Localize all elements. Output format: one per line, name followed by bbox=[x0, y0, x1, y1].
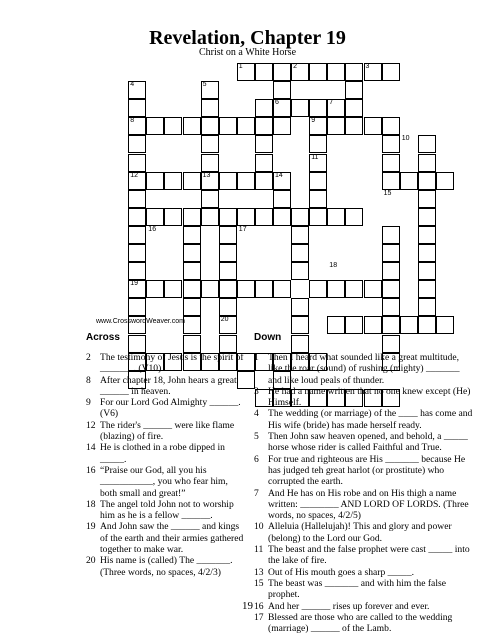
puzzle-subtitle: Christ on a White Horse bbox=[198, 47, 297, 58]
grid-cell[interactable] bbox=[128, 99, 146, 117]
grid-number: 10 bbox=[401, 135, 410, 143]
grid-cell[interactable] bbox=[382, 63, 400, 81]
grid-cell[interactable] bbox=[418, 226, 436, 244]
grid-cell[interactable] bbox=[291, 226, 309, 244]
grid-cell[interactable] bbox=[418, 280, 436, 298]
grid-cell[interactable] bbox=[309, 99, 327, 117]
clue-text: Alleluia (Hallelujah)! This and glory and power (belong) to the Lord our God. bbox=[268, 521, 452, 544]
across-heading: Across bbox=[86, 332, 120, 343]
clue-number: 5 bbox=[254, 431, 259, 443]
down-clue bbox=[254, 408, 474, 431]
grid-number: 20 bbox=[220, 316, 229, 324]
down-clue bbox=[254, 352, 474, 386]
across-clue bbox=[86, 420, 246, 443]
grid-cell[interactable] bbox=[128, 226, 146, 244]
grid-cell[interactable] bbox=[418, 262, 436, 280]
clue-text: Out of His mouth goes a sharp _____. bbox=[268, 566, 415, 578]
clue-text: The angel told John not to worship him as he is a fellow ______. bbox=[100, 498, 234, 522]
grid-number: 15 bbox=[383, 189, 392, 197]
clue-number: 1 bbox=[254, 352, 259, 363]
clue-number: 8 bbox=[86, 374, 91, 386]
grid-cell[interactable] bbox=[364, 280, 382, 298]
clue-number: 11 bbox=[254, 544, 264, 556]
grid-cell[interactable] bbox=[255, 63, 273, 81]
grid-cell[interactable] bbox=[345, 117, 363, 135]
grid-cell[interactable] bbox=[219, 244, 237, 262]
grid-cell[interactable] bbox=[201, 190, 219, 208]
grid-number: 17 bbox=[238, 225, 247, 233]
grid-cell[interactable] bbox=[183, 262, 201, 280]
grid-cell[interactable] bbox=[237, 208, 255, 226]
grid-cell[interactable] bbox=[273, 117, 291, 135]
grid-cell[interactable] bbox=[327, 117, 345, 135]
grid-cell[interactable] bbox=[219, 208, 237, 226]
grid-cell[interactable] bbox=[146, 280, 164, 298]
grid-cell[interactable] bbox=[128, 244, 146, 262]
clue-text: The rider's ______ were like flame (blazing) of fire. bbox=[100, 419, 235, 443]
grid-cell[interactable] bbox=[219, 335, 237, 353]
grid-cell[interactable] bbox=[219, 172, 237, 190]
down-clue bbox=[254, 454, 474, 488]
clue-number: 18 bbox=[86, 498, 96, 510]
clue-text: And John saw the ______ and kings of the earth and their armies gathered together to make war. bbox=[100, 521, 244, 556]
grid-cell[interactable] bbox=[418, 244, 436, 262]
down-heading: Down bbox=[254, 332, 282, 343]
down-clue-list bbox=[254, 352, 474, 634]
grid-cell[interactable] bbox=[436, 316, 454, 334]
grid-number: 2 bbox=[293, 63, 297, 70]
across-clue bbox=[86, 521, 246, 555]
grid-cell[interactable] bbox=[201, 154, 219, 172]
clue-text: For our Lord God Almighty ______. (V6) bbox=[100, 397, 241, 420]
grid-number: 13 bbox=[202, 171, 211, 179]
across-clue bbox=[86, 397, 246, 420]
clue-text: Then I heard what sounded like a great multitude, like the roar (sound) of rushing (mighty) _______ and like loud peals of thunder. bbox=[268, 352, 460, 386]
clue-number: 10 bbox=[254, 521, 264, 533]
grid-cell[interactable] bbox=[309, 280, 327, 298]
grid-cell[interactable] bbox=[128, 154, 146, 172]
grid-number: 19 bbox=[130, 280, 138, 288]
grid-cell[interactable] bbox=[345, 280, 363, 298]
grid-cell[interactable] bbox=[128, 262, 146, 280]
clue-number: 16 bbox=[86, 464, 96, 476]
grid-cell[interactable] bbox=[327, 280, 345, 298]
grid-cell[interactable] bbox=[183, 172, 201, 190]
clue-text: The testimony of Jesus is the spirit of _______. (V10) bbox=[100, 352, 244, 375]
clue-text: His name is (called) The _______. (Three words, no spaces, 4/2/3) bbox=[100, 555, 233, 578]
clue-number: 12 bbox=[86, 419, 96, 431]
grid-cell[interactable] bbox=[327, 316, 345, 334]
grid-number: 7 bbox=[329, 99, 334, 107]
clue-number: 14 bbox=[86, 442, 96, 454]
down-clue bbox=[254, 578, 474, 601]
grid-cell[interactable] bbox=[273, 63, 291, 81]
grid-number: 3 bbox=[365, 63, 370, 70]
grid-number: 18 bbox=[329, 262, 338, 270]
clue-number: 7 bbox=[254, 487, 259, 499]
grid-cell[interactable] bbox=[237, 172, 255, 190]
grid-cell[interactable] bbox=[219, 280, 237, 298]
grid-cell[interactable] bbox=[291, 335, 309, 353]
clue-number: 3 bbox=[254, 385, 259, 397]
grid-cell[interactable] bbox=[309, 172, 327, 190]
grid-cell[interactable] bbox=[418, 172, 436, 190]
grid-cell[interactable] bbox=[382, 262, 400, 280]
grid-cell[interactable] bbox=[183, 335, 201, 353]
grid-cell[interactable] bbox=[382, 154, 400, 172]
grid-cell[interactable] bbox=[382, 135, 400, 153]
page-number: 19 bbox=[242, 600, 253, 612]
clue-number: 6 bbox=[254, 453, 259, 465]
grid-cell[interactable] bbox=[309, 208, 327, 226]
clue-number: 2 bbox=[86, 352, 91, 363]
down-clue bbox=[254, 567, 474, 578]
across-clue bbox=[86, 442, 246, 465]
grid-cell[interactable] bbox=[364, 316, 382, 334]
grid-cell[interactable] bbox=[219, 226, 237, 244]
clue-number: 15 bbox=[254, 577, 264, 589]
grid-cell[interactable] bbox=[327, 63, 345, 81]
grid-cell[interactable] bbox=[382, 335, 400, 353]
grid-cell[interactable] bbox=[146, 208, 164, 226]
grid-cell[interactable] bbox=[255, 117, 273, 135]
grid-cell[interactable] bbox=[183, 208, 201, 226]
grid-cell[interactable] bbox=[364, 117, 382, 135]
grid-cell[interactable] bbox=[219, 298, 237, 316]
clue-text: For true and righteous are His _______ because He has judged teh great harlot (or prostitute) who corrupted the earth. bbox=[268, 453, 466, 488]
grid-cell[interactable] bbox=[345, 81, 363, 99]
grid-cell[interactable] bbox=[255, 280, 273, 298]
grid-cell[interactable] bbox=[273, 81, 291, 99]
grid-cell[interactable] bbox=[309, 135, 327, 153]
clue-text: He is clothed in a robe dipped in _____. bbox=[100, 442, 225, 465]
clue-text: “Praise our God, all you his ___________, you who fear him, both small and great!” bbox=[100, 464, 228, 499]
grid-cell[interactable] bbox=[146, 172, 164, 190]
clue-number: 19 bbox=[86, 521, 96, 533]
grid-cell[interactable] bbox=[255, 135, 273, 153]
puzzle-title: Revelation, Chapter 19 bbox=[149, 27, 346, 49]
grid-cell[interactable] bbox=[255, 208, 273, 226]
clue-text: The wedding (or marriage) of the ____ has come and His wife (bride) has made herself ready. bbox=[268, 408, 473, 431]
grid-cell[interactable] bbox=[291, 208, 309, 226]
grid-number: 5 bbox=[202, 81, 207, 89]
grid-cell[interactable] bbox=[382, 226, 400, 244]
clue-text: After chapter 18, John hears a great ______ in heaven. bbox=[100, 374, 237, 397]
grid-cell[interactable] bbox=[382, 298, 400, 316]
grid-cell[interactable] bbox=[345, 316, 363, 334]
across-clue bbox=[86, 499, 246, 522]
grid-cell[interactable] bbox=[128, 208, 146, 226]
clue-text: And He has on His robe and on His thigh a name written: ________ AND LORD OF LORDS. (Three words, no spaces, 4/2/5) bbox=[268, 487, 469, 522]
clue-text: He had a name written that no one knew except (He) Himself. bbox=[268, 385, 471, 409]
grid-cell[interactable] bbox=[237, 117, 255, 135]
grid-cell[interactable] bbox=[201, 280, 219, 298]
grid-cell[interactable] bbox=[273, 208, 291, 226]
grid-cell[interactable] bbox=[183, 316, 201, 334]
grid-cell[interactable] bbox=[183, 298, 201, 316]
grid-cell[interactable] bbox=[164, 208, 182, 226]
grid-cell[interactable] bbox=[382, 244, 400, 262]
grid-cell[interactable] bbox=[418, 208, 436, 226]
grid-cell[interactable] bbox=[183, 280, 201, 298]
grid-cell[interactable] bbox=[201, 99, 219, 117]
grid-cell[interactable] bbox=[255, 154, 273, 172]
grid-cell[interactable] bbox=[418, 298, 436, 316]
clue-number: 17 bbox=[254, 611, 264, 623]
grid-number: 16 bbox=[148, 225, 157, 233]
grid-number: 6 bbox=[275, 99, 279, 107]
clue-text: The beast was _______ and with him the false prophet. bbox=[268, 577, 446, 601]
grid-cell[interactable] bbox=[400, 172, 418, 190]
grid-cell[interactable] bbox=[128, 135, 146, 153]
grid-number: 1 bbox=[238, 63, 243, 70]
clue-text: The beast and the false prophet were cast _____ into the lake of fire. bbox=[268, 544, 470, 567]
grid-cell[interactable] bbox=[291, 316, 309, 334]
clue-text: Then John saw heaven opened, and behold, a _____ horse whose rider is called Faithful and True. bbox=[268, 431, 468, 454]
grid-cell[interactable] bbox=[291, 262, 309, 280]
across-clue-list bbox=[86, 352, 246, 578]
grid-number: 11 bbox=[311, 153, 319, 161]
clue-text: Blessed are those who are called to the wedding (marriage) ______ of the Lamb. bbox=[268, 611, 453, 635]
across-clue bbox=[86, 465, 246, 499]
grid-cell[interactable] bbox=[327, 208, 345, 226]
grid-number: 8 bbox=[130, 117, 135, 125]
clue-text: And her ______ rises up forever and ever. bbox=[268, 600, 430, 612]
grid-number: 9 bbox=[311, 117, 316, 125]
grid-number: 12 bbox=[130, 171, 138, 179]
grid-cell[interactable] bbox=[219, 117, 237, 135]
clue-number: 4 bbox=[254, 408, 259, 420]
grid-cell[interactable] bbox=[382, 117, 400, 135]
grid-cell[interactable] bbox=[201, 208, 219, 226]
grid-cell[interactable] bbox=[309, 63, 327, 81]
grid-cell[interactable] bbox=[273, 190, 291, 208]
grid-cell[interactable] bbox=[164, 172, 182, 190]
grid-cell[interactable] bbox=[418, 154, 436, 172]
across-clue bbox=[86, 375, 246, 398]
clue-number: 13 bbox=[254, 566, 264, 578]
credit-text: www.CrosswordWeaver.com bbox=[96, 318, 185, 325]
clue-number: 16 bbox=[254, 600, 264, 612]
grid-cell[interactable] bbox=[183, 226, 201, 244]
grid-cell[interactable] bbox=[418, 190, 436, 208]
grid-cell[interactable] bbox=[418, 135, 436, 153]
down-clue bbox=[254, 521, 474, 544]
grid-cell[interactable] bbox=[418, 316, 436, 334]
grid-cell[interactable] bbox=[128, 190, 146, 208]
grid-cell[interactable] bbox=[201, 117, 219, 135]
grid-cell[interactable] bbox=[128, 298, 146, 316]
grid-number: 14 bbox=[275, 171, 283, 179]
grid-cell[interactable] bbox=[345, 208, 363, 226]
grid-cell[interactable] bbox=[382, 172, 400, 190]
grid-cell[interactable] bbox=[382, 280, 400, 298]
grid-cell[interactable] bbox=[183, 244, 201, 262]
across-clue bbox=[86, 555, 246, 578]
down-clue bbox=[254, 431, 474, 454]
grid-cell[interactable] bbox=[183, 117, 201, 135]
grid-number: 4 bbox=[130, 81, 135, 89]
grid-cell[interactable] bbox=[237, 280, 255, 298]
clue-number: 20 bbox=[86, 555, 96, 567]
grid-cell[interactable] bbox=[436, 172, 454, 190]
grid-cell[interactable] bbox=[201, 135, 219, 153]
down-clue bbox=[254, 612, 474, 635]
grid-cell[interactable] bbox=[291, 99, 309, 117]
down-clue bbox=[254, 544, 474, 567]
clue-number: 9 bbox=[86, 397, 91, 409]
grid-cell[interactable] bbox=[400, 316, 418, 334]
grid-cell[interactable] bbox=[291, 298, 309, 316]
across-clue bbox=[86, 352, 246, 375]
grid-cell[interactable] bbox=[309, 190, 327, 208]
down-clue bbox=[254, 488, 474, 522]
grid-cell[interactable] bbox=[164, 117, 182, 135]
grid-cell[interactable] bbox=[273, 280, 291, 298]
grid-cell[interactable] bbox=[382, 316, 400, 334]
grid-cell[interactable] bbox=[345, 99, 363, 117]
grid-cell[interactable] bbox=[255, 99, 273, 117]
grid-cell[interactable] bbox=[345, 63, 363, 81]
grid-cell[interactable] bbox=[219, 262, 237, 280]
grid-cell[interactable] bbox=[291, 244, 309, 262]
grid-cell[interactable] bbox=[146, 117, 164, 135]
down-clue bbox=[254, 386, 474, 409]
grid-cell[interactable] bbox=[164, 280, 182, 298]
grid-cell[interactable] bbox=[128, 335, 146, 353]
grid-cell[interactable] bbox=[255, 172, 273, 190]
